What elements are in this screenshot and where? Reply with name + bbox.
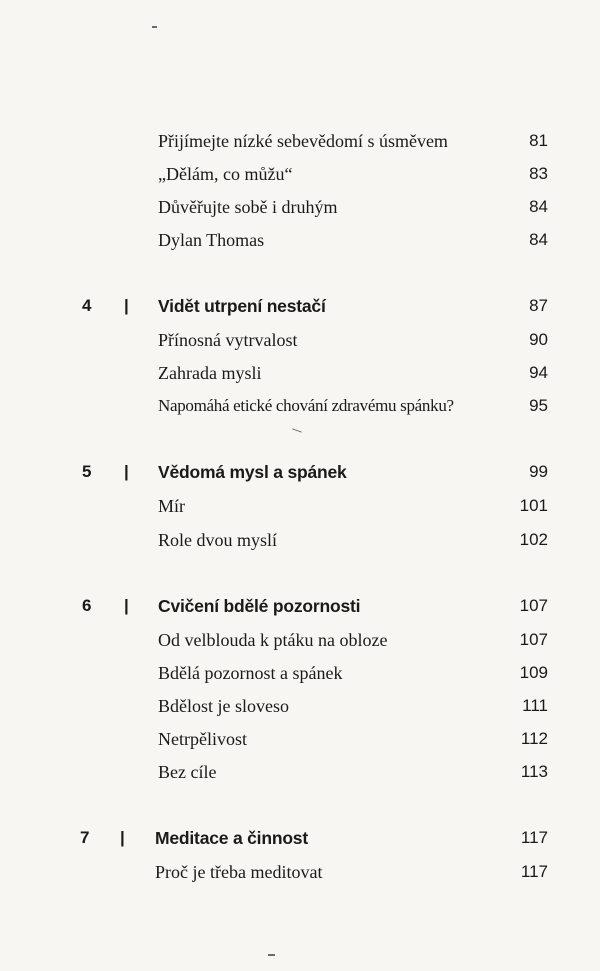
entry-title: Od velblouda k ptáku na obloze	[158, 630, 388, 650]
scan-speck	[152, 26, 157, 28]
entry-title: Proč je třeba meditovat	[155, 862, 323, 882]
entry-title: Bez cíle	[158, 762, 217, 782]
chapter-separator: |	[124, 462, 129, 481]
entry-page-number: 81	[529, 131, 548, 150]
toc-entry	[0, 496, 600, 526]
toc-entry	[0, 131, 600, 161]
chapter-number: 4	[82, 296, 92, 315]
scan-speck	[292, 428, 302, 432]
entry-page-number: 84	[529, 197, 548, 216]
toc-entry	[0, 729, 600, 759]
toc-entry	[0, 762, 600, 792]
entry-page-number: 107	[519, 596, 548, 615]
entry-page-number: 111	[522, 696, 548, 715]
entry-page-number: 90	[529, 330, 548, 349]
toc-entry	[0, 696, 600, 726]
entry-title: Přijímejte nízké sebevědomí s úsměvem	[158, 131, 448, 151]
entry-title: Role dvou myslí	[158, 530, 278, 550]
entry-title: Bdělost je sloveso	[158, 696, 289, 716]
chapter-number: 7	[80, 828, 90, 847]
entry-page-number: 102	[519, 530, 548, 549]
toc-chapter-heading	[0, 296, 600, 326]
chapter-separator: |	[120, 828, 125, 847]
toc-entry	[0, 630, 600, 660]
chapter-title: Vědomá mysl a spánek	[158, 462, 347, 482]
chapter-title: Meditace a činnost	[155, 828, 308, 848]
entry-title: Přínosná vytrvalost	[158, 330, 298, 350]
entry-title: Bdělá pozornost a spánek	[158, 663, 343, 683]
toc-entry	[0, 862, 600, 892]
entry-title: Netrpělivost	[158, 729, 247, 749]
entry-page-number: 112	[520, 729, 548, 748]
toc-entry	[0, 363, 600, 393]
toc-chapter-heading	[0, 828, 600, 858]
entry-title: „Dělám, co můžu“	[158, 164, 293, 184]
entry-page-number: 101	[519, 496, 548, 515]
entry-page-number: 109	[519, 663, 548, 682]
entry-page-number: 117	[520, 862, 548, 881]
toc-chapter-heading	[0, 462, 600, 492]
toc-chapter-heading	[0, 596, 600, 626]
entry-page-number: 84	[529, 230, 548, 249]
entry-title: Mír	[158, 496, 185, 516]
toc-entry	[0, 663, 600, 693]
entry-title: Zahrada mysli	[158, 363, 262, 383]
toc-entry	[0, 164, 600, 194]
entry-page-number: 83	[529, 164, 548, 183]
entry-title: Důvěřujte sobě i druhým	[158, 197, 338, 217]
toc-entry	[0, 530, 600, 560]
entry-title: Dylan Thomas	[158, 230, 265, 250]
toc-entry	[0, 330, 600, 360]
toc-entry	[0, 197, 600, 227]
entry-page-number: 107	[519, 630, 548, 649]
chapter-separator: |	[124, 596, 129, 615]
toc-entry	[0, 230, 600, 260]
scan-speck	[268, 954, 275, 956]
entry-title: Napomáhá etické chování zdravému spánku?	[158, 396, 454, 415]
chapter-title: Cvičení bdělé pozornosti	[158, 596, 361, 616]
chapter-title: Vidět utrpení nestačí	[158, 296, 326, 316]
entry-page-number: 95	[529, 396, 548, 415]
entry-page-number: 94	[529, 363, 548, 382]
chapter-number: 6	[82, 596, 92, 615]
entry-page-number: 99	[529, 462, 548, 481]
toc-entry	[0, 396, 600, 426]
entry-page-number: 87	[529, 296, 548, 315]
chapter-separator: |	[124, 296, 129, 315]
entry-page-number: 113	[520, 762, 548, 781]
chapter-number: 5	[82, 462, 92, 481]
entry-page-number: 117	[520, 828, 548, 847]
